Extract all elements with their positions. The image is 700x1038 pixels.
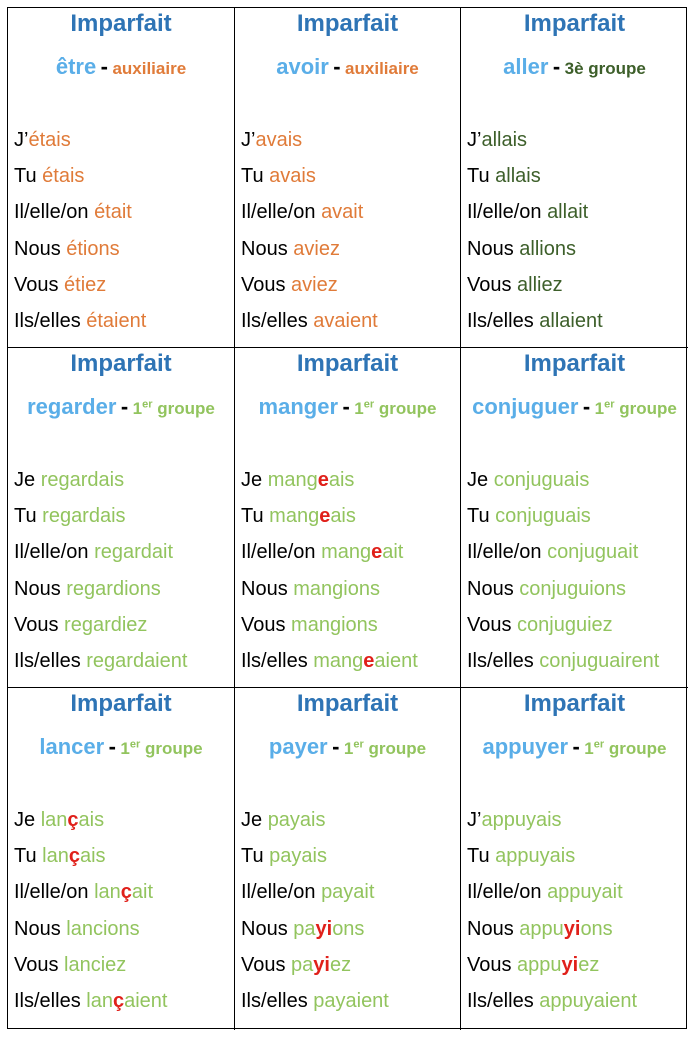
verb-heading <box>8 734 234 760</box>
pronoun: Ils/elles <box>467 309 540 332</box>
pronoun: Vous <box>241 613 292 636</box>
group-label: groupe <box>140 739 203 758</box>
conjugation-line <box>241 987 460 1023</box>
pronoun: Il/elle/on <box>14 201 95 224</box>
tense-title: Imparfait <box>296 350 399 377</box>
pronoun: Tu <box>467 845 496 868</box>
verb-form: aviez <box>291 273 338 296</box>
group-label: groupe <box>604 739 667 758</box>
verb-infinitive: aller <box>503 54 549 79</box>
pronoun: Tu <box>14 505 43 528</box>
verb-form: appu <box>517 953 562 976</box>
verb-group <box>595 399 677 418</box>
verb-form: mang <box>267 469 318 491</box>
verb-form: regardiez <box>64 613 148 636</box>
pronoun: Nous <box>14 237 67 260</box>
pronoun: Vous <box>467 613 518 636</box>
verb-form: ez <box>329 953 352 976</box>
conjugation-line <box>241 126 460 162</box>
verb-form: étiez <box>64 273 107 296</box>
conjugation-table <box>7 7 687 1029</box>
conjugation-line <box>241 307 460 343</box>
pronoun: J’ <box>467 129 482 151</box>
tense-title: Imparfait <box>296 690 399 717</box>
pronoun: Ils/elles <box>241 989 314 1012</box>
conjugation-line <box>241 842 460 878</box>
verb-form: yi <box>563 917 581 940</box>
separator-dash: - <box>572 734 580 759</box>
verb-group: auxiliaire <box>112 59 187 78</box>
conjugation-line <box>241 647 460 683</box>
verb-group <box>354 399 436 418</box>
verb-form: e <box>319 505 331 528</box>
conjugation-cell-payer <box>235 688 461 1030</box>
verb-form: payais <box>267 809 326 831</box>
tense-title: Imparfait <box>70 350 172 377</box>
verb-form: lanciez <box>64 953 127 976</box>
verb-form: étaient <box>86 309 147 332</box>
verb-group: 3è groupe <box>564 59 646 78</box>
tense-title: Imparfait <box>296 10 399 37</box>
conjugation-line <box>14 162 234 198</box>
verb-form: appu <box>519 917 564 940</box>
group-label: groupe <box>363 739 427 758</box>
conjugation-line <box>467 466 688 502</box>
verb-form: appuyaient <box>539 989 638 1012</box>
verb-form: aient <box>124 989 168 1012</box>
verb-heading <box>461 734 688 760</box>
conjugation-line <box>467 235 688 271</box>
conjugation-lines <box>14 466 234 683</box>
verb-form: conjuguiez <box>517 613 613 636</box>
group-number: 1 <box>584 739 594 758</box>
conjugation-line <box>241 575 460 611</box>
group-label: groupe <box>614 399 677 418</box>
pronoun: J’ <box>467 809 482 831</box>
verb-group <box>120 739 202 758</box>
pronoun: Il/elle/on <box>241 541 322 564</box>
verb-heading <box>8 394 234 420</box>
conjugation-line <box>14 235 234 271</box>
pronoun: J’ <box>241 129 256 151</box>
pronoun: Vous <box>14 273 65 296</box>
verb-form: lan <box>86 989 113 1012</box>
conjugation-line <box>241 538 460 574</box>
pronoun: Tu <box>241 845 270 868</box>
conjugation-line <box>467 198 688 234</box>
verb-heading <box>235 54 460 80</box>
pronoun: Tu <box>467 165 496 188</box>
verb-form: mang <box>269 505 320 528</box>
verb-form: ç <box>68 845 80 868</box>
verb-form: mangions <box>291 613 378 636</box>
verb-form: ç <box>112 989 125 1012</box>
conjugation-line <box>467 502 688 538</box>
pronoun: Il/elle/on <box>241 201 322 224</box>
pronoun: Nous <box>467 917 520 940</box>
verb-form: allions <box>519 237 576 260</box>
conjugation-line <box>241 878 460 914</box>
verb-form: ç <box>67 809 79 831</box>
separator-dash: - <box>108 734 116 759</box>
separator-dash: - <box>333 54 341 79</box>
verb-group <box>584 739 666 758</box>
group-superscript: er <box>604 398 615 411</box>
conjugation-line <box>14 806 234 842</box>
pronoun: Nous <box>241 237 294 260</box>
group-superscript: er <box>129 738 141 751</box>
verb-form: yi <box>315 917 333 940</box>
group-superscript: er <box>142 398 153 411</box>
group-superscript: er <box>353 738 364 751</box>
verb-form: e <box>317 469 329 491</box>
pronoun: Tu <box>467 505 496 528</box>
pronoun: Il/elle/on <box>467 881 548 904</box>
pronoun: Il/elle/on <box>241 881 322 904</box>
verb-form: regardait <box>94 541 173 564</box>
pronoun: Il/elle/on <box>467 201 548 224</box>
conjugation-line <box>241 271 460 307</box>
pronoun: Je <box>14 809 41 831</box>
pronoun: Nous <box>241 917 294 940</box>
conjugation-cell-être <box>8 8 235 348</box>
verb-infinitive: regarder <box>27 394 117 419</box>
conjugation-line <box>467 915 688 951</box>
verb-infinitive: lancer <box>39 734 105 759</box>
pronoun: Ils/elles <box>14 989 87 1012</box>
pronoun: Ils/elles <box>467 989 540 1012</box>
conjugation-line <box>467 878 688 914</box>
conjugation-lines <box>241 126 460 343</box>
separator-dash: - <box>552 54 561 79</box>
conjugation-cell-avoir <box>235 8 461 348</box>
verb-form: avais <box>255 129 303 151</box>
verb-form: étais <box>42 165 85 188</box>
verb-heading <box>235 734 460 760</box>
pronoun: Vous <box>241 953 292 976</box>
verb-heading <box>461 54 688 80</box>
separator-dash: - <box>100 54 108 79</box>
pronoun: Nous <box>467 237 520 260</box>
verb-form: allais <box>481 129 528 151</box>
verb-form: ais <box>330 505 356 528</box>
verb-form: conjuguairent <box>539 649 660 672</box>
verb-group: auxiliaire <box>345 59 419 78</box>
pronoun: Ils/elles <box>14 649 87 672</box>
verb-form: lancions <box>66 917 140 940</box>
verb-form: appuyais <box>495 845 576 868</box>
verb-infinitive: être <box>55 54 97 79</box>
conjugation-line <box>241 466 460 502</box>
verb-form: ait <box>382 541 404 564</box>
conjugation-line <box>14 466 234 502</box>
tense-title: Imparfait <box>523 350 626 377</box>
separator-dash: - <box>582 394 591 419</box>
group-superscript: er <box>363 398 375 411</box>
pronoun: Ils/elles <box>14 309 87 332</box>
pronoun: Tu <box>241 165 270 188</box>
conjugation-line <box>467 987 688 1023</box>
conjugation-line <box>241 951 460 987</box>
conjugation-line <box>241 198 460 234</box>
verb-form: ais <box>78 809 105 831</box>
pronoun: Ils/elles <box>467 649 540 672</box>
conjugation-line <box>467 806 688 842</box>
pronoun: Vous <box>467 953 518 976</box>
verb-infinitive: avoir <box>276 54 329 79</box>
conjugation-line <box>467 271 688 307</box>
verb-form: payais <box>269 845 327 868</box>
conjugation-line <box>14 126 234 162</box>
conjugation-line <box>14 647 234 683</box>
conjugation-cell-regarder <box>8 348 235 688</box>
pronoun: Tu <box>14 165 43 188</box>
pronoun: Tu <box>241 505 270 528</box>
separator-dash: - <box>342 394 350 419</box>
verb-form: aient <box>374 649 418 672</box>
conjugation-cell-appuyer <box>461 688 688 1030</box>
verb-form: ais <box>328 469 355 491</box>
verb-form: pa <box>293 917 316 940</box>
group-number: 1 <box>354 399 364 418</box>
conjugation-lines <box>467 806 688 1023</box>
verb-form: ons <box>332 917 365 940</box>
verb-form: avais <box>269 165 316 188</box>
group-label: groupe <box>374 399 437 418</box>
verb-group <box>344 739 426 758</box>
verb-form: allaient <box>539 309 603 332</box>
conjugation-line <box>14 575 234 611</box>
conjugation-line <box>467 951 688 987</box>
verb-infinitive: manger <box>258 394 339 419</box>
conjugation-line <box>14 307 234 343</box>
verb-form: conjuguais <box>493 469 590 491</box>
conjugation-line <box>14 198 234 234</box>
verb-infinitive: conjuguer <box>472 394 579 419</box>
verb-form: appuyais <box>481 809 562 831</box>
tense-title: Imparfait <box>70 690 172 717</box>
conjugation-line <box>467 575 688 611</box>
group-number: 1 <box>132 399 143 418</box>
verb-form: étais <box>28 129 71 151</box>
verb-form: mang <box>321 541 372 564</box>
verb-form: ais <box>79 845 106 868</box>
verb-form: ait <box>131 881 154 904</box>
verb-form: conjuguions <box>519 577 626 600</box>
conjugation-lines <box>14 806 234 1023</box>
conjugation-line <box>14 611 234 647</box>
verb-heading <box>461 394 688 420</box>
conjugation-line <box>14 842 234 878</box>
verb-form: mang <box>313 649 364 672</box>
pronoun: Vous <box>14 613 65 636</box>
group-number: 1 <box>594 399 605 418</box>
conjugation-lines <box>467 466 688 683</box>
conjugation-cell-conjuguer <box>461 348 688 688</box>
verb-form: regardions <box>66 577 161 600</box>
verb-form: regardais <box>42 505 126 528</box>
pronoun: Je <box>241 469 268 491</box>
conjugation-line <box>467 611 688 647</box>
pronoun: Vous <box>241 273 292 296</box>
pronoun: Nous <box>14 577 67 600</box>
verb-form: aviez <box>293 237 340 260</box>
pronoun: Tu <box>14 845 43 868</box>
group-label: groupe <box>152 399 215 418</box>
tense-title: Imparfait <box>523 690 626 717</box>
conjugation-line <box>14 878 234 914</box>
pronoun: Il/elle/on <box>14 541 95 564</box>
conjugation-line <box>467 162 688 198</box>
verb-form: allait <box>547 201 589 224</box>
conjugation-line <box>467 307 688 343</box>
verb-form: regardaient <box>86 649 188 672</box>
tense-title: Imparfait <box>523 10 626 37</box>
verb-form: conjuguais <box>495 505 591 528</box>
pronoun: Il/elle/on <box>14 881 95 904</box>
conjugation-line <box>467 842 688 878</box>
group-number: 1 <box>120 739 130 758</box>
conjugation-line <box>14 538 234 574</box>
verb-form: allais <box>495 165 541 188</box>
conjugation-lines <box>241 466 460 683</box>
pronoun: Je <box>241 809 268 831</box>
pronoun: Je <box>467 469 494 491</box>
pronoun: J’ <box>14 129 29 151</box>
verb-form: regardais <box>40 469 125 491</box>
conjugation-line <box>241 502 460 538</box>
verb-form: e <box>363 649 375 672</box>
conjugation-cell-aller <box>461 8 688 348</box>
verb-form: avaient <box>313 309 378 332</box>
conjugation-line <box>467 126 688 162</box>
conjugation-line <box>14 987 234 1023</box>
conjugation-line <box>14 951 234 987</box>
verb-form: ç <box>120 881 132 904</box>
conjugation-line <box>241 162 460 198</box>
verb-form: yi <box>313 953 330 976</box>
verb-form: lan <box>94 881 121 904</box>
verb-form: appuyait <box>547 881 623 904</box>
conjugation-cell-lancer <box>8 688 235 1030</box>
verb-infinitive: payer <box>268 734 328 759</box>
verb-form: payait <box>321 881 375 904</box>
conjugation-line <box>241 806 460 842</box>
conjugation-lines <box>241 806 460 1023</box>
conjugation-line <box>241 915 460 951</box>
verb-form: e <box>371 541 383 564</box>
separator-dash: - <box>120 394 129 419</box>
verb-group <box>133 399 215 418</box>
conjugation-line <box>467 647 688 683</box>
pronoun: Ils/elles <box>241 649 314 672</box>
conjugation-line <box>14 502 234 538</box>
verb-form: était <box>94 201 132 224</box>
verb-infinitive: appuyer <box>482 734 569 759</box>
verb-form: ez <box>578 953 600 976</box>
separator-dash: - <box>332 734 340 759</box>
conjugation-line <box>467 538 688 574</box>
conjugation-lines <box>14 126 234 343</box>
group-number: 1 <box>343 739 354 758</box>
pronoun: Vous <box>14 953 65 976</box>
pronoun: Je <box>14 469 41 491</box>
pronoun: Ils/elles <box>241 309 314 332</box>
pronoun: Nous <box>241 577 294 600</box>
verb-form: mangions <box>293 577 380 600</box>
verb-heading <box>8 54 234 80</box>
verb-form: lan <box>42 845 69 868</box>
pronoun: Nous <box>467 577 520 600</box>
pronoun: Vous <box>467 273 518 296</box>
verb-form: lan <box>40 809 68 831</box>
verb-form: avait <box>321 201 364 224</box>
conjugation-lines <box>467 126 688 343</box>
verb-form: pa <box>291 953 314 976</box>
verb-heading <box>235 394 460 420</box>
verb-form: conjuguait <box>547 541 639 564</box>
conjugation-line <box>241 611 460 647</box>
conjugation-line <box>14 915 234 951</box>
verb-form: yi <box>561 953 579 976</box>
conjugation-cell-manger <box>235 348 461 688</box>
pronoun: Il/elle/on <box>467 541 548 564</box>
conjugation-line <box>241 235 460 271</box>
verb-form: payaient <box>313 989 389 1012</box>
tense-title: Imparfait <box>70 10 172 37</box>
pronoun: Nous <box>14 917 67 940</box>
conjugation-line <box>14 271 234 307</box>
verb-form: étions <box>66 237 120 260</box>
verb-form: alliez <box>517 273 563 296</box>
verb-form: ons <box>580 917 613 940</box>
group-superscript: er <box>593 738 605 751</box>
